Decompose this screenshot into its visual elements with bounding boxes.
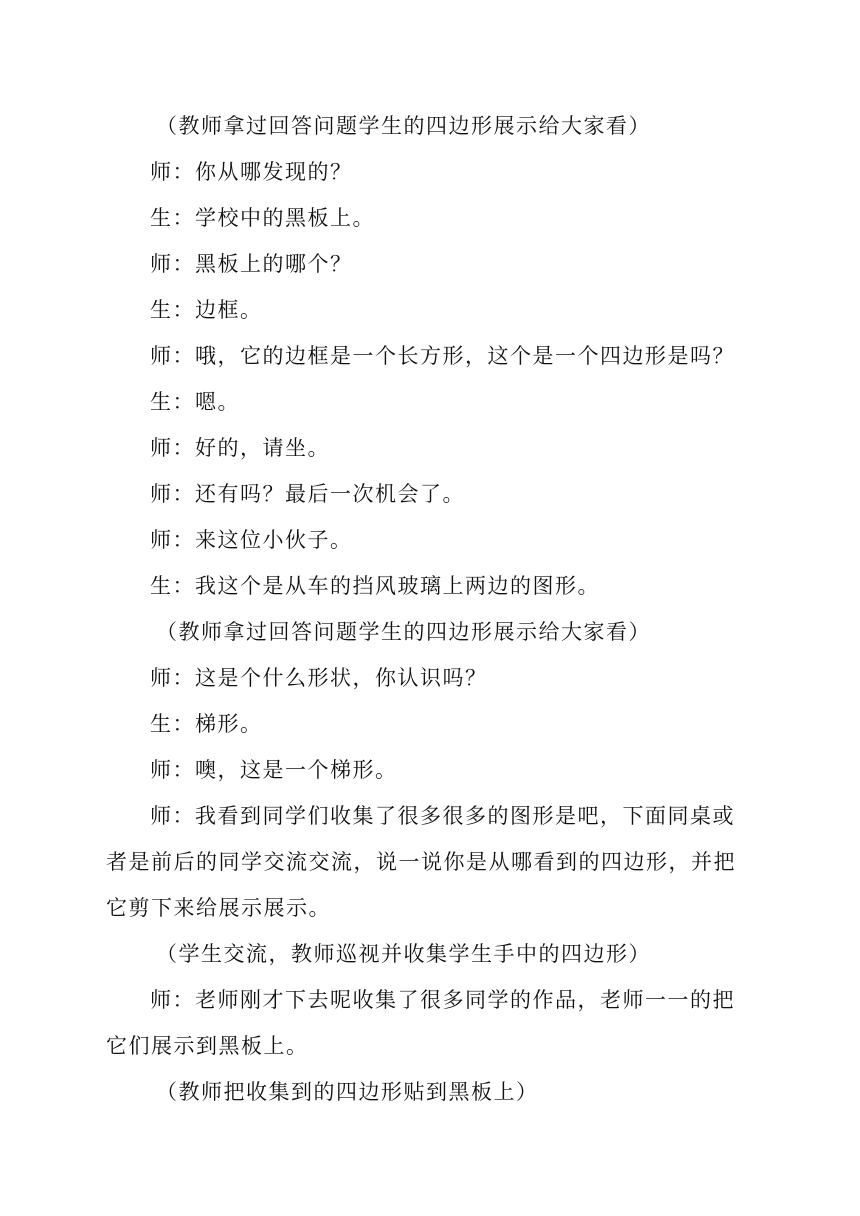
- stage-direction: （教师把收集到的四边形贴到黑板上）: [156, 1080, 539, 1104]
- dialogue-line: 生：边框。: [150, 298, 263, 322]
- dialogue-line: 师：好的，请坐。: [150, 436, 330, 460]
- dialogue-line: 师：来这位小伙子。: [150, 528, 353, 552]
- dialogue-line: 生：梯形。: [150, 712, 263, 736]
- dialogue-line: 师：你从哪发现的？: [150, 160, 353, 184]
- paragraph-line: 者是前后的同学交流交流，说一说你是从哪看到的四边形，并把: [106, 850, 736, 874]
- dialogue-line: 生：学校中的黑板上。: [150, 206, 375, 230]
- dialogue-line: 师：这是个什么形状，你认识吗？: [150, 666, 488, 690]
- paragraph-line: 它剪下来给展示展示。: [106, 896, 331, 920]
- dialogue-line: 生：嗯。: [150, 390, 240, 414]
- dialogue-line: 生：我这个是从车的挡风玻璃上两边的图形。: [150, 574, 600, 598]
- stage-direction: （教师拿过回答问题学生的四边形展示给大家看）: [156, 114, 651, 138]
- dialogue-paragraph-collected: [106, 977, 758, 1069]
- stage-direction: （教师拿过回答问题学生的四边形展示给大家看）: [156, 620, 651, 644]
- dialogue-line: 师：噢，这是一个梯形。: [150, 758, 398, 782]
- paragraph-line: 它们展示到黑板上。: [106, 1034, 309, 1058]
- dialogue-line: 师：黑板上的哪个？: [150, 252, 353, 276]
- document-body: [106, 103, 758, 1115]
- paragraph-line: 师：我看到同学们收集了很多很多的图形是吧，下面同桌或: [150, 804, 735, 828]
- dialogue-line: 师：哦，它的边框是一个长方形，这个是一个四边形是吗？: [150, 344, 735, 368]
- stage-direction: （学生交流，教师巡视并收集学生手中的四边形）: [156, 942, 651, 966]
- dialogue-line: 师：还有吗？最后一次机会了。: [150, 482, 465, 506]
- dialogue-paragraph-exchange: [106, 793, 758, 931]
- paragraph-line: 师：老师刚才下去呢收集了很多同学的作品，老师一一的把: [150, 988, 735, 1012]
